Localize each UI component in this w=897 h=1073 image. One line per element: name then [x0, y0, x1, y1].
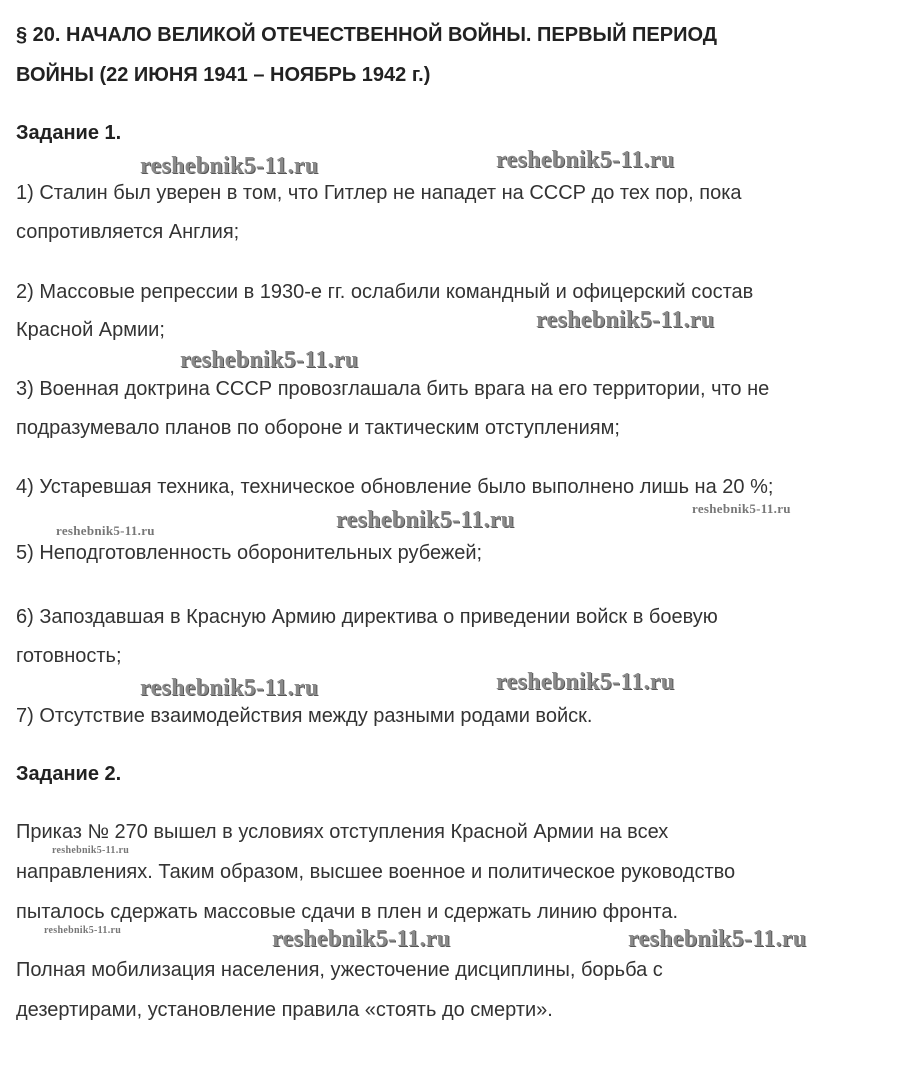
text-line: 1) Сталин был уверен в том, что Гитлер не нападет на СССР до тех пор, пока	[16, 182, 742, 204]
watermark: reshebnik5-11.ru	[336, 507, 515, 533]
text-line: 7) Отсутствие взаимодействия между разными родами войск.	[16, 705, 593, 727]
text-line: 6) Запоздавшая в Красную Армию директива о приведении войск в боевую	[16, 606, 718, 628]
watermark: reshebnik5-11.ru	[56, 523, 155, 538]
watermark: reshebnik5-11.ru	[536, 307, 715, 333]
text-line: 2) Массовые репрессии в 1930-е гг. ослабили командный и офицерский состав	[16, 281, 754, 303]
text-line: Полная мобилизация населения, ужесточение дисциплины, борьба с	[16, 959, 663, 981]
text-line: Красной Армии;	[16, 319, 165, 341]
watermark: reshebnik5-11.ru	[272, 926, 451, 952]
text-line: готовность;	[16, 645, 122, 667]
watermark: reshebnik5-11.ru	[628, 926, 807, 952]
text-line: 5) Неподготовленность оборонительных рубежей;	[16, 542, 483, 564]
text-line: сопротивляется Англия;	[16, 221, 240, 243]
text-line: подразумевало планов по обороне и тактическим отступлениям;	[16, 417, 620, 439]
watermark: reshebnik5-11.ru	[44, 925, 122, 936]
watermark: reshebnik5-11.ru	[180, 347, 359, 373]
title-line: ВОЙНЫ (22 ИЮНЯ 1941 – НОЯБРЬ 1942 г.)	[16, 64, 431, 86]
title-line: § 20. НАЧАЛО ВЕЛИКОЙ ОТЕЧЕСТВЕННОЙ ВОЙНЫ. ПЕРВЫЙ ПЕРИОД	[16, 24, 717, 46]
text-line: пыталось сдержать массовые сдачи в плен и сдержать линию фронта.	[16, 901, 679, 923]
text-line: 4) Устаревшая техника, техническое обновление было выполнено лишь на 20 %;	[16, 476, 774, 498]
watermark: reshebnik5-11.ru	[52, 845, 130, 856]
watermark: reshebnik5-11.ru	[496, 147, 675, 173]
watermark: reshebnik5-11.ru	[496, 669, 675, 695]
task2-heading: Задание 2.	[16, 763, 122, 785]
text-line: 3) Военная доктрина СССР провозглашала бить врага на его территории, что не	[16, 378, 770, 400]
watermark: reshebnik5-11.ru	[140, 153, 319, 179]
task1-heading: Задание 1.	[16, 122, 122, 144]
text-line: дезертирами, установление правила «стоять до смерти».	[16, 999, 553, 1021]
text-line: направлениях. Таким образом, высшее военное и политическое руководство	[16, 861, 736, 883]
text-line: Приказ № 270 вышел в условиях отступления Красной Армии на всех	[16, 821, 669, 843]
watermark: reshebnik5-11.ru	[140, 675, 319, 701]
watermark: reshebnik5-11.ru	[692, 501, 791, 516]
